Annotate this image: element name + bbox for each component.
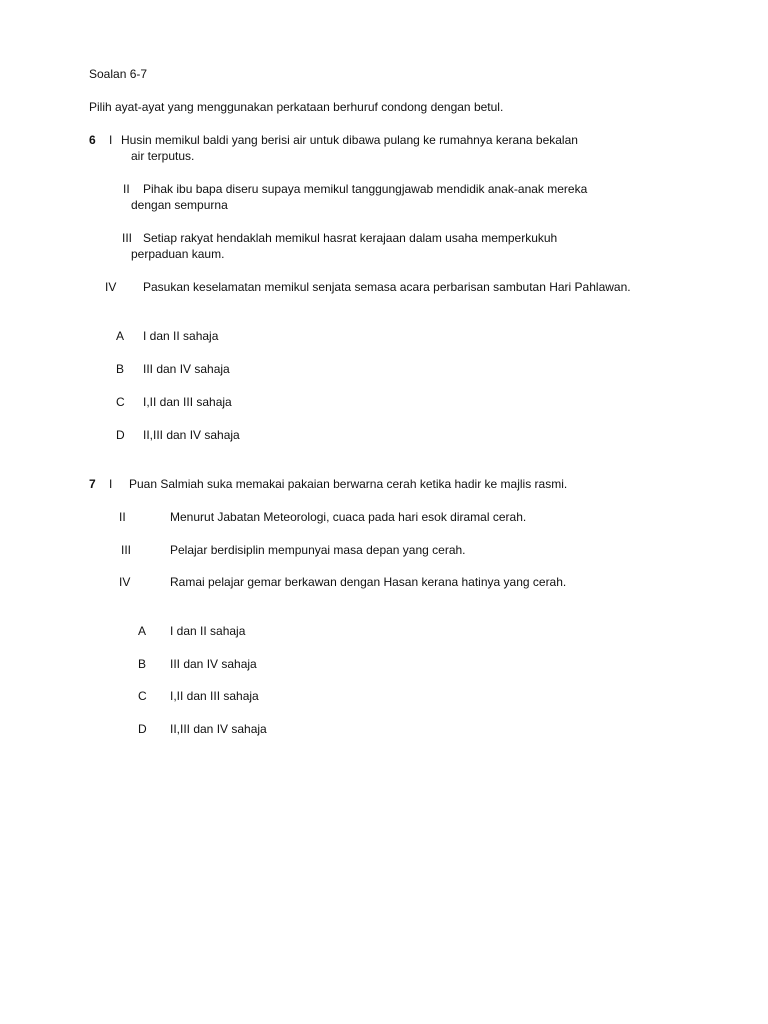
q7-roman-iv: IV — [119, 575, 131, 589]
q6-option-a[interactable]: I dan II sahaja — [143, 329, 219, 343]
q6-statement-i: Husin memikul baldi yang berisi air untuk dibawa pulang ke rumahnya kerana bekalan — [121, 133, 578, 147]
question-7-number: 7 — [89, 477, 96, 491]
q6-roman-i: I — [109, 133, 113, 147]
q7-statement-i: Puan Salmiah suka memakai pakaian berwarna cerah ketika hadir ke majlis rasmi. — [129, 477, 568, 491]
q6-statement-ii: Pihak ibu bapa diseru supaya memikul tanggungjawab mendidik anak-anak mereka — [143, 182, 588, 196]
q6-option-a-letter[interactable]: A — [116, 329, 125, 343]
q7-option-a-letter[interactable]: A — [138, 624, 147, 638]
q6-option-c[interactable]: I,II dan III sahaja — [143, 395, 232, 409]
q7-option-a[interactable]: I dan II sahaja — [170, 624, 246, 638]
q6-option-b[interactable]: III dan IV sahaja — [143, 362, 230, 376]
q6-statement-iv: Pasukan keselamatan memikul senjata semasa acara perbarisan sambutan Hari Pahlawan. — [143, 280, 631, 294]
q7-roman-iii: III — [121, 543, 132, 557]
q7-statement-iii: Pelajar berdisiplin mempunyai masa depan yang cerah. — [170, 543, 466, 557]
q6-option-c-letter[interactable]: C — [116, 395, 125, 409]
q7-roman-ii: II — [119, 510, 126, 524]
q6-statement-i-cont: air terputus. — [131, 149, 195, 163]
q6-statement-iii-cont: perpaduan kaum. — [131, 247, 225, 261]
q7-option-c-letter[interactable]: C — [138, 689, 147, 703]
instruction: Pilih ayat-ayat yang menggunakan perkataan berhuruf condong dengan betul. — [89, 100, 504, 114]
q7-option-c[interactable]: I,II dan III sahaja — [170, 689, 259, 703]
q6-option-d[interactable]: II,III dan IV sahaja — [143, 428, 240, 442]
q6-roman-ii: II — [123, 182, 130, 196]
q7-statement-iv: Ramai pelajar gemar berkawan dengan Hasan kerana hatinya yang cerah. — [170, 575, 567, 589]
page-title: Soalan 6-7 — [89, 67, 148, 81]
q7-option-d-letter[interactable]: D — [138, 722, 147, 736]
q6-statement-iii: Setiap rakyat hendaklah memikul hasrat kerajaan dalam usaha memperkukuh — [143, 231, 558, 245]
q6-roman-iv: IV — [105, 280, 117, 294]
q7-roman-i: I — [109, 477, 113, 491]
q7-statement-ii: Menurut Jabatan Meteorologi, cuaca pada hari esok diramal cerah. — [170, 510, 527, 524]
q7-option-b[interactable]: III dan IV sahaja — [170, 657, 257, 671]
q7-option-b-letter[interactable]: B — [138, 657, 147, 671]
question-6-number: 6 — [89, 133, 96, 147]
q7-option-d[interactable]: II,III dan IV sahaja — [170, 722, 267, 736]
q6-option-b-letter[interactable]: B — [116, 362, 125, 376]
q6-option-d-letter[interactable]: D — [116, 428, 125, 442]
q6-roman-iii: III — [122, 231, 133, 245]
q6-statement-ii-cont: dengan sempurna — [131, 198, 228, 212]
